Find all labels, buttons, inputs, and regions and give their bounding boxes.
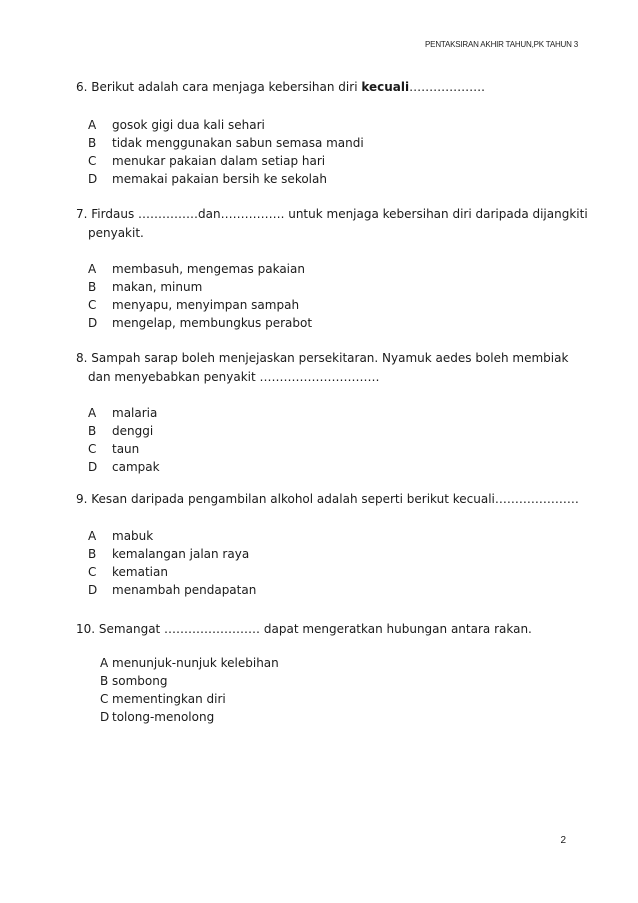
- option-d: D memakai pakaian bersih ke sekolah: [88, 172, 327, 186]
- stem-text: Semangat …………………… dapat mengeratkan hubungan antara rakan.: [98, 622, 532, 636]
- option-d: D tolong-menolong: [100, 710, 215, 724]
- question-number: 6.: [76, 80, 88, 94]
- question-7: [76, 205, 596, 332]
- option-c: C taun: [88, 442, 140, 456]
- stem-text: Sampah sarap boleh menjejaskan persekitaran. Nyamuk aedes boleh membiak: [91, 351, 569, 365]
- option-d: D menambah pendapatan: [88, 583, 257, 597]
- option-d: D mengelap, membungkus perabot: [88, 316, 313, 330]
- option-d: D campak: [88, 460, 160, 474]
- option-b: B tidak menggunakan sabun semasa mandi: [88, 136, 364, 150]
- question-8: [76, 349, 596, 476]
- option-c: C menyapu, menyimpan sampah: [88, 298, 300, 312]
- option-a: A mabuk: [88, 529, 154, 543]
- option-a: A menunjuk-nunjuk kelebihan: [100, 656, 279, 670]
- question-number: 9.: [76, 492, 88, 506]
- stem-text: Firdaus ……………dan……………. untuk menjaga kebersihan diri daripada dijangkiti: [91, 207, 588, 221]
- question-stem: [76, 78, 576, 97]
- stem-text: Kesan daripada pengambilan alkohol adalah seperti berikut kecuali…………………: [91, 492, 579, 506]
- options-list: [88, 404, 596, 476]
- option-a: A malaria: [88, 406, 158, 420]
- stem-blank: ……………….: [409, 80, 485, 94]
- option-b: B kemalangan jalan raya: [88, 547, 250, 561]
- option-b: B denggi: [88, 424, 154, 438]
- page-number: 2: [560, 835, 566, 846]
- question-number: 7.: [76, 207, 88, 221]
- options-list: [100, 654, 596, 726]
- options-list: [88, 260, 596, 332]
- page-header: PENTAKSIRAN AKHIR TAHUN,PK TAHUN 3: [425, 40, 578, 49]
- question-number: 8.: [76, 351, 88, 365]
- question-stem: [76, 490, 596, 509]
- stem-text-continued: penyakit.: [88, 226, 144, 240]
- option-c: C kematian: [88, 565, 168, 579]
- question-10: [76, 620, 596, 726]
- stem-text-continued: dan menyebabkan penyakit …………………………: [88, 370, 380, 384]
- stem-text: Berikut adalah cara menjaga kebersihan diri: [91, 80, 362, 94]
- option-b: B makan, minum: [88, 280, 203, 294]
- options-list: [88, 527, 596, 599]
- option-c: C menukar pakaian dalam setiap hari: [88, 154, 326, 168]
- question-number: 10.: [76, 622, 96, 636]
- question-stem: [76, 349, 596, 387]
- option-b: B sombong: [100, 674, 168, 688]
- option-a: A membasuh, mengemas pakaian: [88, 262, 305, 276]
- stem-emphasis: kecuali: [361, 80, 410, 94]
- question-9: [76, 490, 596, 599]
- options-list: [88, 116, 576, 188]
- question-stem: [76, 620, 596, 639]
- option-c: C mementingkan diri: [100, 692, 226, 706]
- question-stem: [76, 205, 596, 243]
- option-a: A gosok gigi dua kali sehari: [88, 118, 265, 132]
- question-6: [76, 78, 576, 188]
